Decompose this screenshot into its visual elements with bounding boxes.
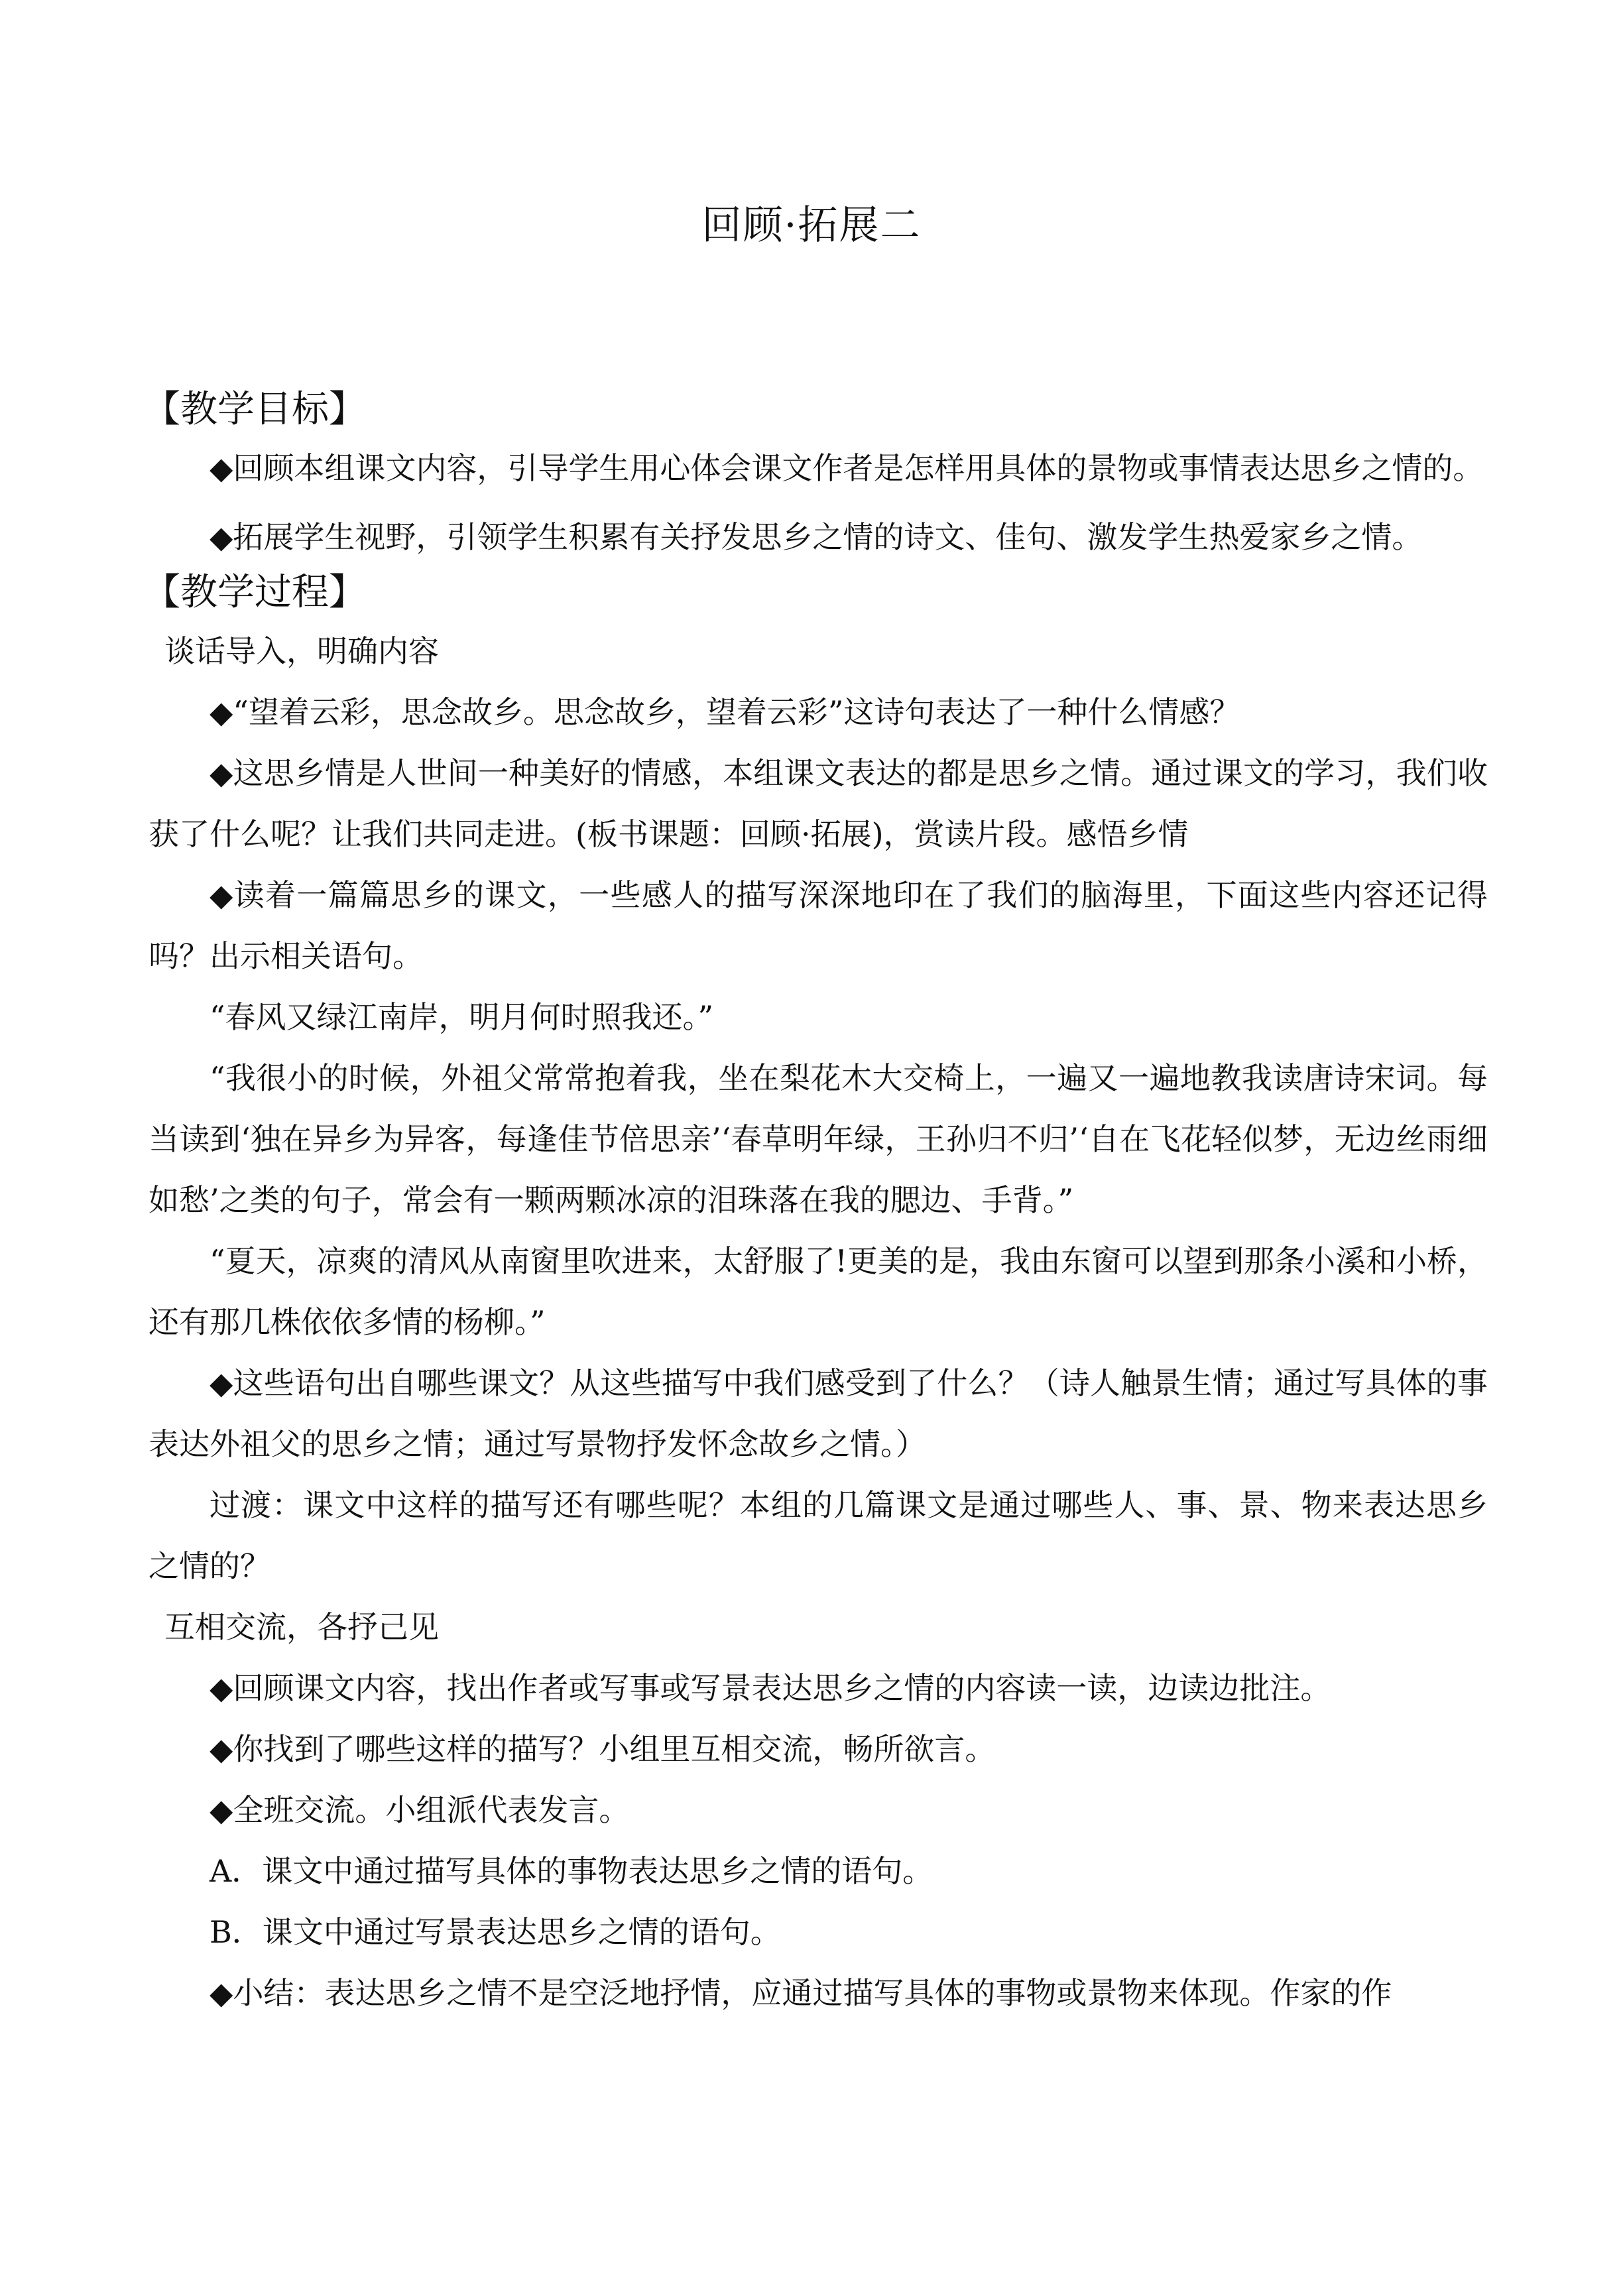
paragraph: ◆你找到了哪些这样的描写？小组里互相交流，畅所欲言。 <box>210 1731 996 1767</box>
document-body <box>143 385 1488 2024</box>
paragraph: ◆这些语句出自哪些课文？从这些描写中我们感受到了什么？（诗人触景生情；通过写具体的事表达外祖父的思乡之情；通过写景物抒发怀念故乡之情。） <box>149 1365 1488 1462</box>
paragraph: ◆这思乡情是人世间一种美好的情感，本组课文表达的都是思乡之情。通过课文的学习，我们收获了什么呢？让我们共同走进。(板书课题：回顾·拓展)，赏读片段。感悟乡情 <box>149 755 1488 852</box>
quote: “春风又绿江南岸，明月何时照我还。” <box>210 999 714 1035</box>
quote: “夏天，凉爽的清风从南窗里吹进来，太舒服了!更美的是，我由东窗可以望到那条小溪和小桥，还有那几株依依多情的杨柳。” <box>149 1243 1488 1340</box>
step-title-1: 谈话导入，明确内容 <box>164 633 439 669</box>
list-item-a: A．课文中通过描写具体的事物表达思乡之情的语句。 <box>210 1853 933 1889</box>
paragraph: ◆读着一篇篇思乡的课文，一些感人的描写深深地印在了我们的脑海里，下面这些内容还记得吗？出示相关语句。 <box>149 877 1488 974</box>
list-item-b: B．课文中通过写景表达思乡之情的语句。 <box>210 1914 781 1950</box>
goal-paragraph-2: ◆拓展学生视野，引领学生积累有关抒发思乡之情的诗文、佳句、激发学生热爱家乡之情。 <box>210 519 1423 555</box>
paragraph: ◆回顾课文内容，找出作者或写事或写景表达思乡之情的内容读一读，边读边批注。 <box>210 1670 1331 1706</box>
section-heading-goals: 【教学目标】 <box>143 388 366 431</box>
step-title-2: 互相交流，各抒己见 <box>164 1609 439 1645</box>
quote: “我很小的时候，外祖父常常抱着我，坐在梨花木大交椅上，一遍又一遍地教我读唐诗宋词。每当读到‘独在异乡为异客，每逢佳节倍思亲’‘春草明年绿，王孙归不归’‘自在飞花轻似梦，无边丝雨细如愁’之类的句子，常会有一颗两颗冰凉的泪珠落在我的腮边、手背。” <box>149 1060 1488 1218</box>
paragraph: 过渡：课文中这样的描写还有哪些呢？本组的几篇课文是通过哪些人、事、景、物来表达思乡之情的？ <box>149 1487 1488 1584</box>
goal-paragraph-1: ◆回顾本组课文内容，引导学生用心体会课文作者是怎样用具体的景物或事情表达思乡之情的。 <box>210 450 1484 486</box>
summary-paragraph: ◆小结：表达思乡之情不是空泛地抒情，应通过描写具体的事物或景物来体现。作家的作 <box>210 1975 1392 2011</box>
paragraph: ◆全班交流。小组派代表发言。 <box>210 1792 630 1828</box>
paragraph: ◆“望着云彩，思念故乡。思念故乡，望着云彩”这诗句表达了一种什么情感？ <box>210 694 1240 730</box>
section-heading-process: 【教学过程】 <box>143 571 366 614</box>
page-title: 回顾·拓展二 <box>701 202 922 249</box>
